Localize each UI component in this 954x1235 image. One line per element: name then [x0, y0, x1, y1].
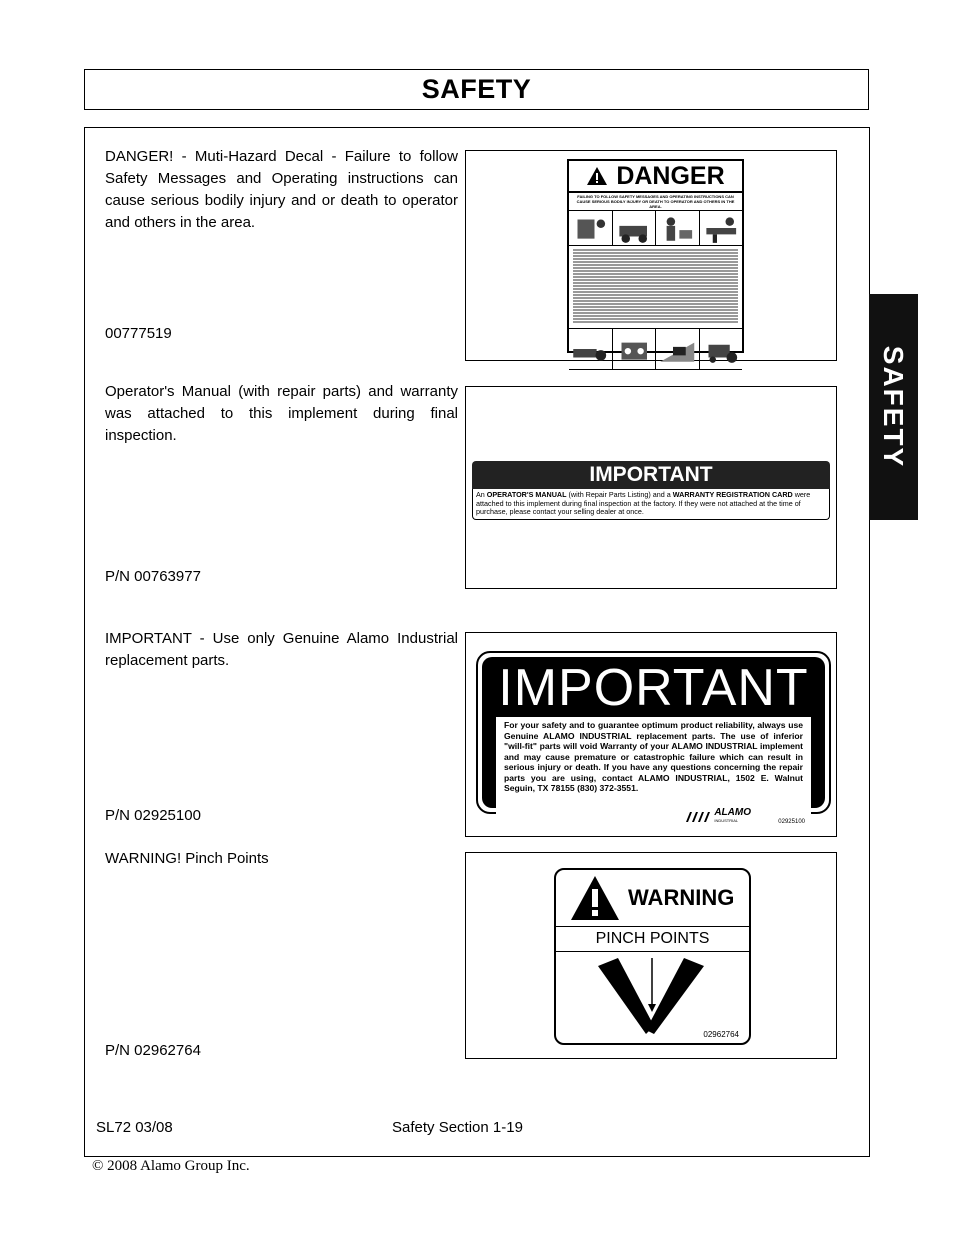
danger-decal-pictograms-top	[569, 210, 742, 246]
pictogram-slopes-icon	[656, 329, 700, 369]
warning-decal-title: WARNING	[628, 885, 735, 910]
copyright: © 2008 Alamo Group Inc.	[92, 1158, 250, 1174]
danger-decal-pictograms-bottom	[569, 328, 742, 370]
important-parts-body: For your safety and to guarantee optimum product reliability, always use Genuine ALAMO INDUSTRIAL replacement parts. The use of inferior "will-fit" parts will void Warranty of your ALAMO INDUSTRIAL implement and may cause premature or catastrophic failure which can result in serious injury or death. If you have any questions concerning the repair parts you are using, contact ALAMO INDUSTRIAL, 1502 E. Walnut Seguin, TX 78155 (830) 372-3551.	[496, 717, 811, 797]
pinch-point-icon	[596, 956, 706, 1038]
warning-triangle-icon	[570, 875, 620, 921]
important-manual-body: An OPERATOR'S MANUAL (with Repair Parts Listing) and a WARRANTY REGISTRATION CARD were attached to this implement during final inspection at the factory. If they were not attached at the time of purchase, please contact your selling dealer at once.	[472, 489, 830, 520]
alamo-stripes-icon	[684, 812, 714, 822]
pictogram-mount-icon	[700, 329, 743, 369]
manual-decal-frame	[465, 386, 837, 589]
footer-model: SL72 03/08	[96, 1119, 173, 1136]
warning-part-number: P/N 02962764	[105, 1042, 201, 1059]
danger-decal-title: DANGER	[616, 161, 725, 190]
important-parts-code: 02925100	[778, 818, 805, 825]
danger-decal	[567, 159, 744, 353]
parts-description: IMPORTANT - Use only Genuine Alamo Industrial replacement parts.	[105, 630, 458, 669]
pictogram-manual-icon	[569, 211, 613, 245]
pictogram-riders-icon	[613, 211, 657, 245]
warning-decal	[554, 868, 751, 1045]
danger-decal-subtitle: FAILING TO FOLLOW SAFETY MESSAGES AND OPERATING INSTRUCTIONS CAN CAUSE SERIOUS BODILY INJURY OR DEATH TO OPERATOR AND OTHERS IN THE AREA.	[576, 194, 735, 209]
pictogram-transport-icon	[569, 329, 613, 369]
side-tab-label: SAFETY	[878, 345, 910, 469]
danger-decal-frame	[465, 150, 837, 361]
side-tab	[869, 294, 918, 520]
alamo-logo-text: ALAMO	[714, 806, 751, 818]
page-header	[84, 69, 869, 110]
manual-part-number: P/N 00763977	[105, 568, 201, 585]
pictogram-shields-icon	[656, 211, 700, 245]
alamo-logo	[684, 806, 751, 825]
warning-decal-frame	[465, 852, 837, 1059]
warning-triangle-icon	[586, 166, 608, 186]
parts-decal-frame	[465, 632, 837, 837]
pictogram-lights-icon	[613, 329, 657, 369]
important-parts-decal	[476, 651, 831, 825]
warning-decal-code: 02962764	[703, 1030, 739, 1039]
important-manual-title: IMPORTANT	[472, 461, 830, 489]
parts-part-number: P/N 02925100	[105, 807, 201, 824]
footer-section: Safety Section 1-19	[392, 1119, 523, 1136]
page-title: SAFETY	[421, 74, 532, 104]
important-parts-footer	[496, 797, 811, 833]
alamo-logo-sub: INDUSTRIAL	[714, 817, 739, 823]
pictogram-block-up-icon	[700, 211, 743, 245]
danger-decal-header	[569, 161, 742, 193]
warning-description: WARNING! Pinch Points	[105, 850, 269, 867]
important-manual-decal	[472, 461, 830, 520]
danger-part-number: 00777519	[105, 325, 172, 342]
danger-description: DANGER! - Muti-Hazard Decal - Failure to follow Safety Messages and Operating instructions can cause serious bodily injury and or death to operator and others in the area.	[105, 148, 458, 231]
warning-decal-subtitle: PINCH POINTS	[556, 927, 749, 952]
danger-decal-instructions	[569, 246, 742, 328]
manual-description: Operator's Manual (with repair parts) and warranty was attached to this implement during final inspection.	[105, 383, 458, 444]
important-parts-title: IMPORTANT	[498, 659, 809, 717]
